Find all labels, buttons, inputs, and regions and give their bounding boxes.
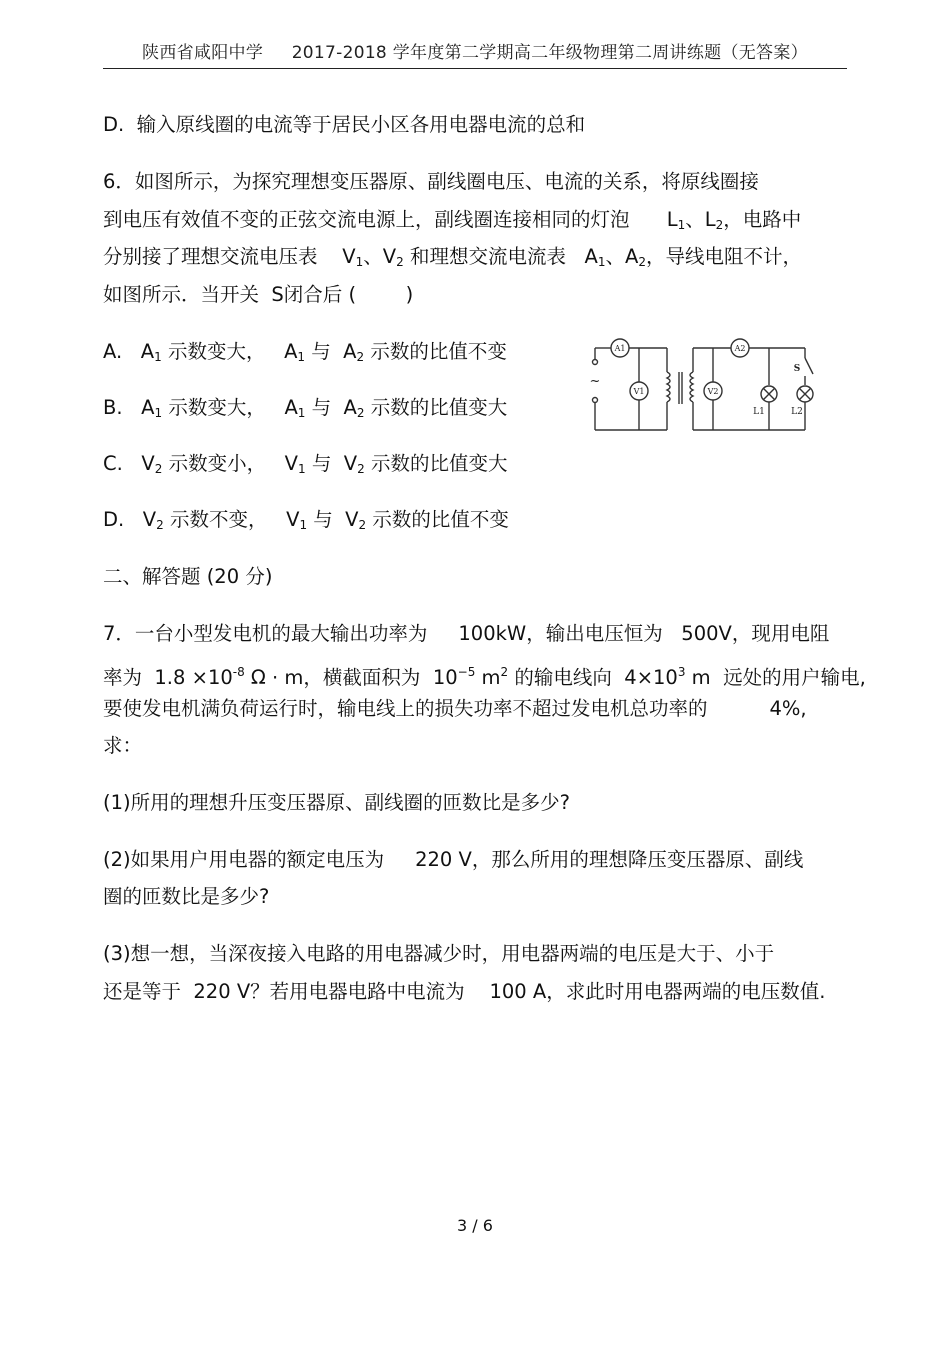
header-school: 陕西省咸阳中学: [142, 43, 264, 63]
q7-line3: 要使发电机满负荷运行时，输电线上的损失功率不超过发电机总功率的 4%,: [103, 697, 807, 720]
q6-stem-line1: 6．如图所示，为探究理想变压器原、副线圈电压、电流的关系，将原线圈接: [103, 170, 759, 193]
q7-part2-line2: 圈的匝数比是多少?: [103, 885, 270, 908]
page-header: [103, 38, 847, 63]
q7-part2-line1: (2)如果用户用电器的额定电压为 220 V，那么所用的理想降压变压器原、副线: [103, 848, 804, 871]
label-a1: A1: [614, 344, 626, 353]
transformer-circuit-diagram: [583, 330, 828, 435]
q7-line2: 率为 $1.8 \times 10^{-8}$ Ω · m，横截面积为 $10^{-5}$ $m^2$ 的输电线向 $4\times 10^3$ m 远处的用户输电,: [103, 665, 866, 689]
q5-option-d: D. 输入原线圈的电流等于居民小区各用电器电流的总和: [103, 113, 586, 136]
header-title: 2017-2018 学年度第二学期高二年级物理第二周讲练题（无答案）: [291, 43, 808, 63]
label-l1: L1: [753, 407, 765, 417]
terminal-top: [593, 360, 598, 365]
q6-stem-line3: 分别接了理想交流电压表 $V_1$、$V_2$ 和理想交流电流表 $A_1$、$A_2$，导线电阻不计，: [103, 245, 803, 269]
label-a2: A2: [734, 344, 746, 353]
q7-line4: 求：: [103, 734, 143, 757]
q6-stem-line2: 到电压有效值不变的正弦交流电源上，副线圈连接相同的灯泡 $L_1$、$L_2$，电路中: [103, 208, 802, 232]
q6-option-c: C. $V_2$ 示数变小， $V_1$ 与 $V_2$ 示数的比值变大: [103, 452, 508, 476]
q7-line1: 7．一台小型发电机的最大输出功率为 100kW，输出电压恒为 500V，现用电阻: [103, 622, 830, 645]
label-ac-source: ~: [589, 374, 601, 389]
label-v2: V2: [707, 387, 719, 396]
primary-coil: [667, 372, 670, 402]
q6-stem-line4: 如图所示．当开关 S闭合后 ( ): [103, 283, 414, 306]
q6-option-d: D. $V_2$ 示数不变， $V_1$ 与 $V_2$ 示数的比值不变: [103, 508, 509, 532]
label-v1: V1: [633, 387, 645, 396]
label-s: S: [793, 364, 801, 374]
page-number: 3 / 6: [457, 1216, 493, 1235]
switch-s: [805, 358, 813, 374]
secondary-coil: [690, 372, 693, 402]
terminal-bottom: [593, 398, 598, 403]
label-l2: L2: [791, 407, 803, 417]
q7-part3-line2: 还是等于 220 V？若用电器电路中电流为 100 A，求此时用电器两端的电压数值.: [103, 980, 826, 1003]
q6-option-a: A. $A_1$ 示数变大， $A_1$ 与 $A_2$ 示数的比值不变: [103, 340, 507, 364]
section-2-title: 二、解答题 (20 分): [103, 565, 273, 588]
q6-option-b: B. $A_1$ 示数变大， $A_1$ 与 $A_2$ 示数的比值变大: [103, 396, 508, 420]
header-rule: [103, 68, 847, 69]
q7-part1: (1)所用的理想升压变压器原、副线圈的匝数比是多少?: [103, 791, 570, 814]
q7-part3-line1: (3)想一想，当深夜接入电路的用电器减少时，用电器两端的电压是大于、小于: [103, 942, 775, 965]
